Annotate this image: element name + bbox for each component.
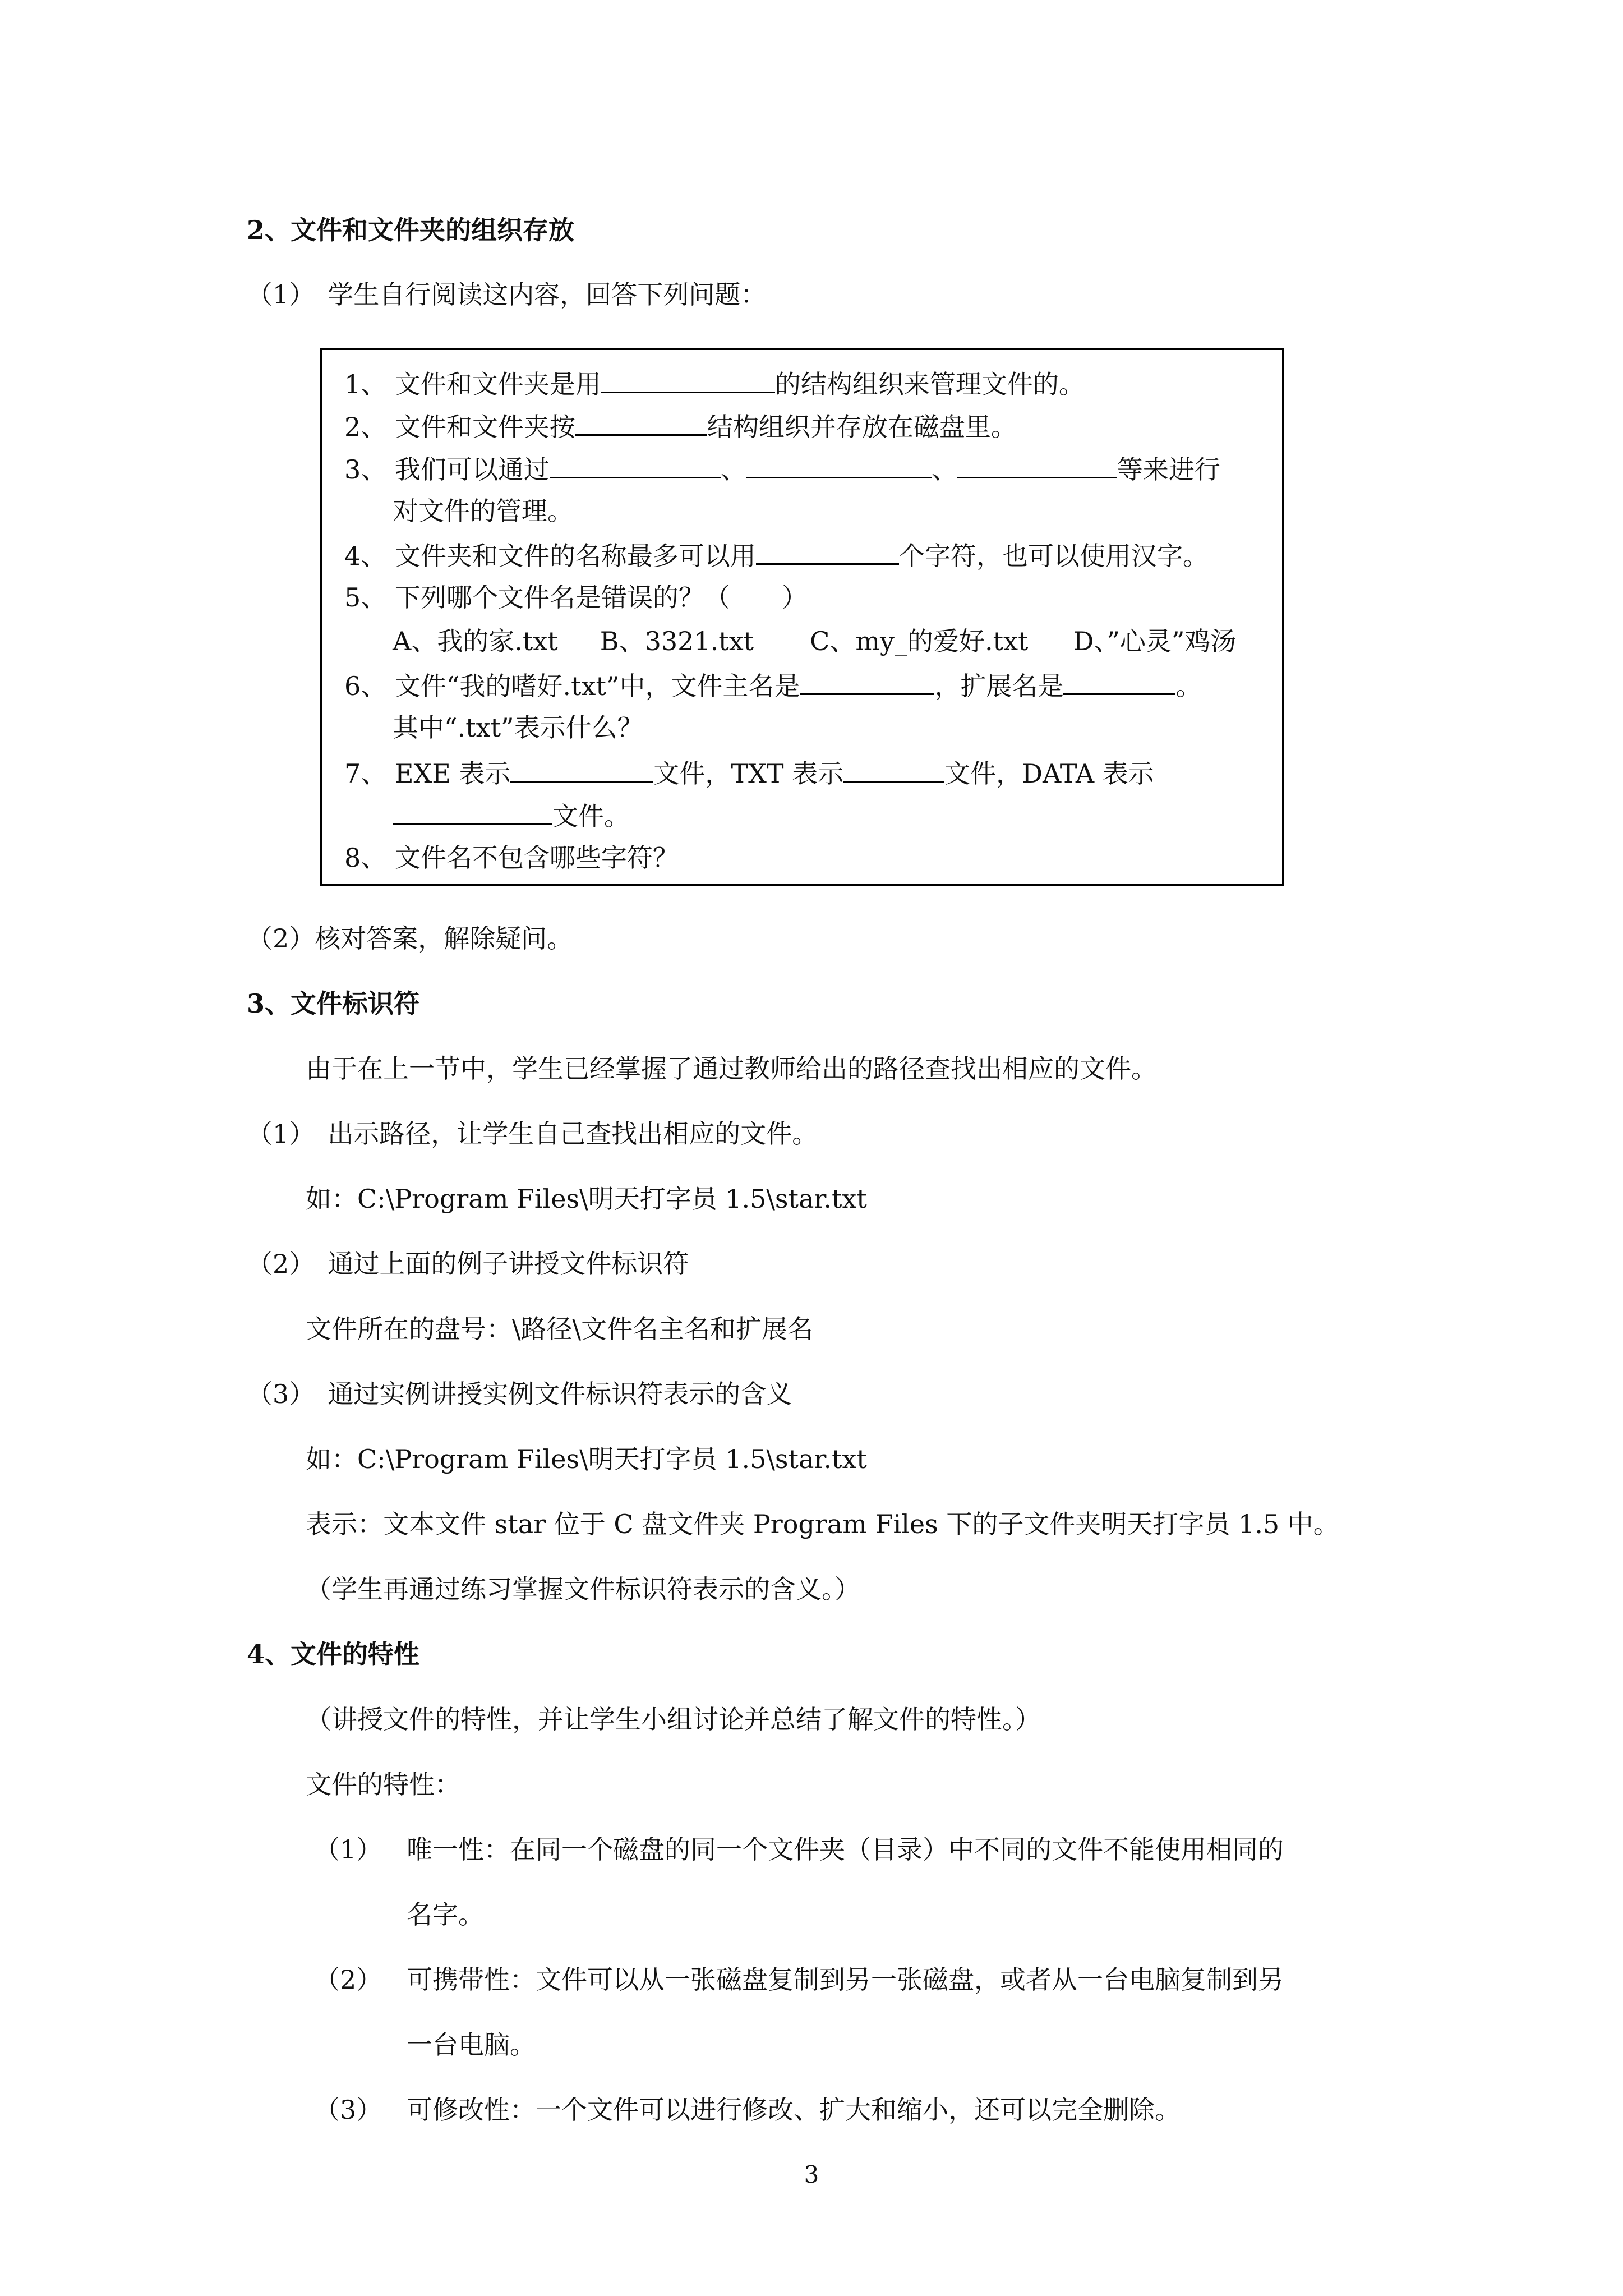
question-7-text-mid: 文件，TXT 表示 <box>653 758 844 789</box>
section-2-item-2: （2）核对答案，解除疑问。 <box>247 923 573 954</box>
answer-blank <box>550 455 721 478</box>
question-6-text-end: 。 <box>1175 671 1202 701</box>
section-4-intro: （讲授文件的特性，并让学生小组讨论并总结了解文件的特性。） <box>306 1704 1041 1734</box>
question-3-text: 3、 我们可以通过 <box>344 454 550 485</box>
property-2-text-cont: 一台电脑。 <box>407 2030 536 2060</box>
property-2-text: 可携带性：文件可以从一张磁盘复制到另一张磁盘，或者从一台电脑复制到另 <box>407 1964 1284 1995</box>
answer-blank <box>510 760 653 783</box>
question-1-text: 1、 文件和文件夹是用 <box>344 369 601 399</box>
section-3-item-2: （2） 通过上面的例子讲授文件标识符 <box>247 1249 689 1279</box>
question-4-text-end: 个字符，也可以使用汉字。 <box>898 541 1209 571</box>
page-number: 3 <box>804 2161 819 2188</box>
property-1-text: 唯一性：在同一个磁盘的同一个文件夹（目录）中不同的文件不能使用相同的 <box>407 1834 1284 1865</box>
question-4-text: 4、 文件夹和文件的名称最多可以用 <box>344 541 756 571</box>
section-3-intro: 由于在上一节中，学生已经掌握了通过教师给出的路径查找出相应的文件。 <box>306 1053 1157 1084</box>
option-b: B、3321.txt <box>600 626 754 656</box>
question-1 <box>344 370 1085 397</box>
answer-blank <box>957 455 1117 478</box>
question-3 <box>344 454 1220 485</box>
property-3-number: （3） <box>314 2095 382 2125</box>
section-3-practice: （学生再通过练习掌握文件标识符表示的含义。） <box>306 1574 860 1604</box>
answer-blank <box>746 455 932 478</box>
question-6-continuation: 其中“.txt”表示什么？ <box>393 712 643 743</box>
question-3-continuation: 对文件的管理。 <box>393 496 573 526</box>
section-2-item-1: （1） 学生自行阅读这内容，回答下列问题： <box>247 279 767 310</box>
question-2-text: 2、 文件和文件夹按 <box>344 412 575 442</box>
section-4-heading: 4、文件的特性 <box>247 1639 420 1669</box>
section-3-item-3: （3） 通过实例讲授实例文件标识符表示的含义 <box>247 1379 792 1409</box>
answer-blank <box>575 413 707 436</box>
answer-blank <box>800 672 934 695</box>
section-3-example-1: 如：C:\Program Files\明天打字员 1.5\star.txt <box>306 1184 867 1214</box>
section-4-label: 文件的特性： <box>306 1769 460 1800</box>
question-7-continuation <box>393 802 630 829</box>
question-8: 8、 文件名不包含哪些字符？ <box>344 843 679 873</box>
answer-blank <box>756 542 899 565</box>
question-7 <box>344 758 1154 789</box>
section-3-heading: 3、文件标识符 <box>247 988 420 1019</box>
question-3-separator: 、 <box>931 454 957 485</box>
section-3-example-2: 如：C:\Program Files\明天打字员 1.5\star.txt <box>306 1444 867 1474</box>
question-1-text-end: 的结构组织来管理文件的。 <box>774 369 1085 399</box>
section-3-format: 文件所在的盘号：\路径\文件名主名和扩展名 <box>306 1314 813 1344</box>
section-3-item-1: （1） 出示路径，让学生自己查找出相应的文件。 <box>247 1119 818 1149</box>
section-3-meaning: 表示：文本文件 star 位于 C 盘文件夹 Program Files 下的子文件夹明天打字员 1.5 中。 <box>306 1509 1339 1539</box>
question-6-text: 6、 文件“我的嗜好.txt”中，文件主名是 <box>344 671 800 701</box>
question-7-text: 7、 EXE 表示 <box>344 758 511 789</box>
question-2-text-end: 结构组织并存放在磁盘里。 <box>707 412 1017 442</box>
property-1-number: （1） <box>314 1834 382 1865</box>
question-7-text-final: 文件。 <box>552 801 630 831</box>
option-a: A、我的家.txt <box>393 626 558 656</box>
property-1-text-cont: 名字。 <box>407 1899 484 1930</box>
question-3-text-end: 等来进行 <box>1117 454 1220 485</box>
question-5: 5、 下列哪个文件名是错误的？（ ） <box>344 582 808 613</box>
question-3-separator: 、 <box>720 454 746 485</box>
answer-blank <box>843 760 944 783</box>
question-5-options <box>393 628 1236 654</box>
question-7-text-end: 文件，DATA 表示 <box>944 758 1154 789</box>
answer-blank <box>1063 672 1175 695</box>
question-box <box>320 348 1284 886</box>
option-c: C、my_的爱好.txt <box>810 626 1029 656</box>
section-2-heading: 2、文件和文件夹的组织存放 <box>247 215 575 245</box>
question-4 <box>344 542 1209 569</box>
option-d: D、”心灵”鸡汤 <box>1073 626 1237 656</box>
property-3-text: 可修改性：一个文件可以进行修改、扩大和缩小，还可以完全删除。 <box>407 2095 1181 2125</box>
question-2 <box>344 413 1017 440</box>
property-2-number: （2） <box>314 1964 382 1995</box>
question-6-text-mid: ，扩展名是 <box>934 671 1064 701</box>
question-6 <box>344 672 1201 699</box>
answer-blank <box>601 370 775 393</box>
answer-blank <box>393 802 552 825</box>
